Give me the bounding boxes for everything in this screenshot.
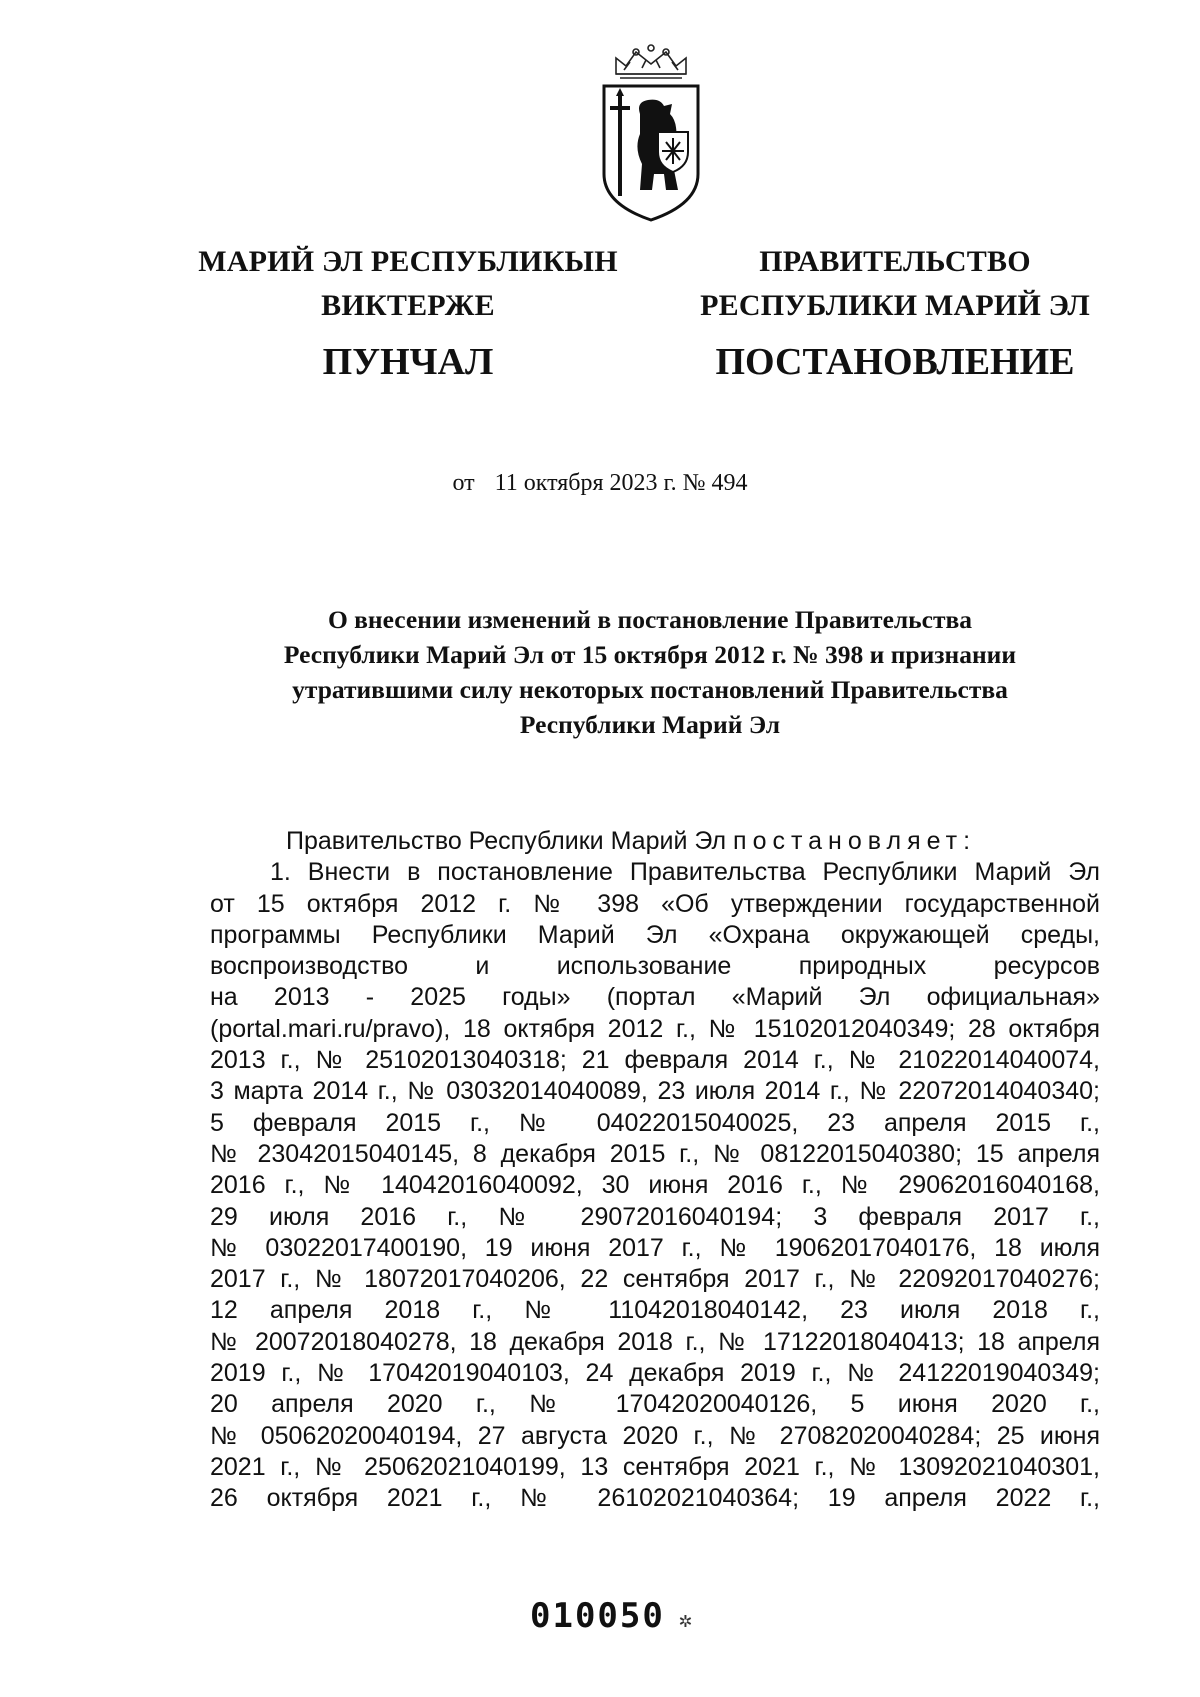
body-line: 2016 г., № 14042016040092, 30 июня 2016 г., № 29062016040168, [210,1171,1100,1200]
body-line: № 05062020040194, 27 августа 2020 г., № 27082020040284; 25 июня [210,1421,1100,1450]
form-serial-number [530,1596,694,1636]
body-line: программы Республики Марий Эл «Охрана окружающей среды, [210,920,1100,949]
document-body [210,826,1100,1515]
body-line: 26 октября 2021 г., № 26102021040364; 19 апреля 2022 г., [210,1484,1100,1513]
title-line: Республики Марий Эл [519,710,781,739]
header-mari [178,240,638,384]
body-line: от 15 октября 2012 г. № 398 «Об утверждении государственной [210,889,1100,918]
body-line: 2013 г., № 25102013040318; 21 февраля 2014 г., № 21022014040074, [210,1046,1100,1075]
header-mari-line1: МАРИЙ ЭЛ РЕСПУБЛИКЫН [198,245,618,278]
body-line: на 2013 - 2025 годы» (портал «Марий Эл официальная» [210,983,1100,1012]
body-line: № 03022017400190, 19 июня 2017 г., № 19062017040176, 18 июля [210,1233,1100,1262]
title-line: О внесении изменений в постановление Правительства [327,605,973,634]
body-line: 1. Внести в постановление Правительства Республики Марий Эл [270,858,1100,887]
date-rest: октября 2023 г. № 494 [523,470,748,496]
header-mari-doc-type: ПУНЧАЛ [322,341,494,383]
document-title [200,602,1100,742]
date-day: 11 [494,470,518,496]
title-line: утратившими силу некоторых постановлений Правительства [292,675,1008,704]
body-line: 2017 г., № 18072017040206, 22 сентября 2017 г., № 22092017040276; [210,1265,1100,1294]
body-line: 12 апреля 2018 г., № 11042018040142, 23 июля 2018 г., [210,1296,1100,1325]
body-line: 3 марта 2014 г., № 03032014040089, 23 июля 2014 г., № 22072014040340; [210,1077,1100,1106]
body-line: воспроизводство и использование природных ресурсов [210,952,1100,981]
body-intro-spaced: постановляет: [733,827,977,855]
header-russian-line2: РЕСПУБЛИКИ МАРИЙ ЭЛ [700,289,1090,322]
body-line: 5 февраля 2015 г., № 04022015040025, 23 апреля 2015 г., [210,1108,1100,1137]
header-russian-line1: ПРАВИТЕЛЬСТВО [759,245,1031,278]
header-mari-line2: ВИКТЕРЖЕ [321,289,495,322]
header-russian-doc-type: ПОСТАНОВЛЕНИЕ [715,341,1075,383]
coat-of-arms-icon [596,44,706,224]
body-intro [210,826,1100,857]
body-line: № 23042015040145, 8 декабря 2015 г., № 08122015040380; 15 апреля [210,1139,1100,1168]
body-intro-text: Правительство Республики Марий Эл [286,827,727,855]
body-line: 2019 г., № 17042019040103, 24 декабря 2019 г., № 24122019040349; [210,1359,1100,1388]
header-russian [690,240,1100,384]
asterisk-mark-icon: ✲ [678,1608,695,1633]
body-line: (portal.mari.ru/pravo), 18 октября 2012 г., № 15102012040349; 28 октября [210,1014,1100,1043]
title-line: Республики Марий Эл от 15 октября 2012 г. № 398 и признании [283,640,1017,669]
date-prefix: от [452,470,475,496]
body-line: 29 июля 2016 г., № 29072016040194; 3 февраля 2017 г., [210,1202,1100,1231]
body-line: № 20072018040278, 18 декабря 2018 г., № 17122018040413; 18 апреля [210,1327,1100,1356]
serial-text: 010050 [530,1596,665,1636]
document-date-number [300,470,900,497]
body-line: 20 апреля 2020 г., № 17042020040126, 5 июня 2020 г., [210,1390,1100,1419]
body-line: 2021 г., № 25062021040199, 13 сентября 2021 г., № 13092021040301, [210,1452,1100,1481]
